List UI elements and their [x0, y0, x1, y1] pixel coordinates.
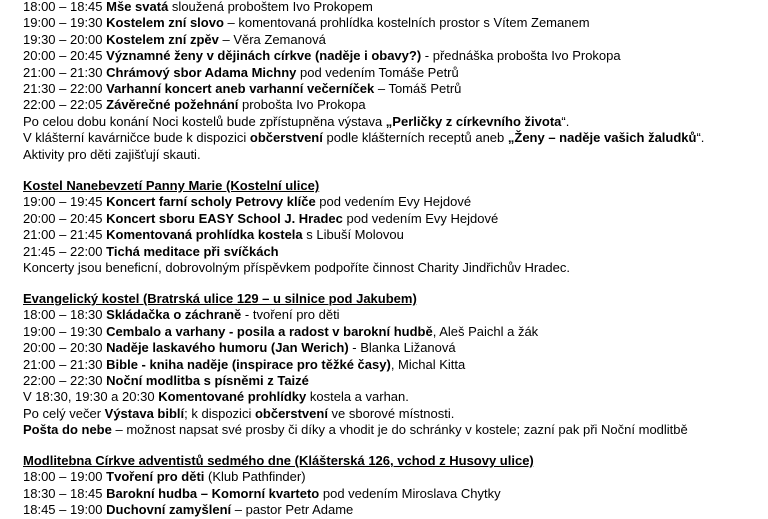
list-item: 21:30 – 22:00 Varhanní koncert aneb varhanní večerníček – Tomáš Petrů: [23, 80, 462, 96]
list-item: 19:00 – 19:30 Kostelem zní slovo – komentovaná prohlídka kostelních prostor s Vítem Zemanem: [23, 15, 590, 31]
program-block-3: [23, 291, 763, 439]
list-item: V 18:30, 19:30 a 20:30 Komentované prohlídky kostela a varhan.: [23, 389, 409, 405]
list-item: 21:45 – 22:00 Tichá meditace při svíčkách: [23, 243, 279, 259]
list-item: 19:00 – 19:45 Koncert farní scholy Petrovy klíče pod vedením Evy Hejdové: [23, 194, 472, 210]
list-item: 18:00 – 18:45 Mše svatá sloužená proboštem Ivo Prokopem: [23, 0, 373, 14]
list-item: 21:00 – 21:30 Bible - kniha naděje (inspirace pro těžké časy), Michal Kitta: [23, 356, 466, 372]
list-item: 21:00 – 21:45 Komentovaná prohlídka kostela s Libuší Molovou: [23, 227, 404, 243]
list-item: 22:00 – 22:30 Noční modlitba s písněmi z Taizé: [23, 372, 309, 388]
charity-note: Koncerty jsou beneficní, dobrovolným příspěvkem podpoříte činnost Charity Jindřichův Hradec.: [23, 259, 570, 275]
exhibition-note: Po celý večer Výstava biblí; k dispozici občerstvení ve sborové místnosti.: [23, 405, 455, 421]
exhibition-note: Po celou dobu konání Noci kostelů bude zpřístupněna výstava „Perličky z církevního života“.: [23, 113, 570, 129]
list-item: 18:00 – 19:00 Tvoření pro děti (Klub Pathfinder): [23, 469, 306, 485]
section-heading: Evangelický kostel (Bratrská ulice 129 – u silnice pod Jakubem): [23, 291, 417, 306]
list-item: 18:30 – 18:45 Barokní hudba – Komorní kvarteto pod vedením Miroslava Chytky: [23, 485, 501, 501]
list-item: 21:00 – 21:30 Chrámový sbor Adama Michny pod vedením Tomáše Petrů: [23, 64, 459, 80]
program-block-4: [23, 453, 763, 519]
list-item: 18:45 – 19:00 Duchovní zamyšlení – pastor Petr Adame: [23, 502, 354, 518]
children-note: Aktivity pro děti zajišťují skauti.: [23, 146, 201, 162]
section-heading: Modlitebna Církve adventistů sedmého dne (Klášterská 126, vchod z Husovy ulice): [23, 453, 534, 468]
list-item: 20:00 – 20:45 Významné ženy v dějinách církve (naděje i obavy?) - přednáška probošta Ivo Prokopa: [23, 48, 621, 64]
refreshment-note: V klášterní kavárničce bude k dispozici občerstvení podle klášterních receptů aneb „Ženy – naděje vašich žaludků“.: [23, 130, 705, 146]
prayer-mail-note: Pošta do nebe – možnost napsat své prosby či díky a vhodit je do schránky v kostele; zazní pak při Noční modlitbě: [23, 422, 688, 438]
section-heading: Kostel Nanebevzetí Panny Marie (Kostelní ulice): [23, 178, 320, 193]
list-item: 19:30 – 20:00 Kostelem zní zpěv – Věra Zemanová: [23, 31, 326, 47]
list-item: 18:00 – 18:30 Skládačka o záchraně - tvoření pro děti: [23, 307, 340, 323]
list-item: 22:00 – 22:05 Závěrečné požehnání probošta Ivo Prokopa: [23, 97, 366, 113]
program-block-2: [23, 178, 763, 276]
list-item: 20:00 – 20:45 Koncert sboru EASY School J. Hradec pod vedením Evy Hejdové: [23, 210, 499, 226]
list-item: 19:00 – 19:30 Cembalo a varhany - posila a radost v barokní hudbě, Aleš Paichl a žák: [23, 323, 539, 339]
list-item: 20:00 – 20:30 Naděje laskavého humoru (Jan Werich) - Blanka Ližanová: [23, 340, 456, 356]
program-block-1: [23, 0, 763, 163]
